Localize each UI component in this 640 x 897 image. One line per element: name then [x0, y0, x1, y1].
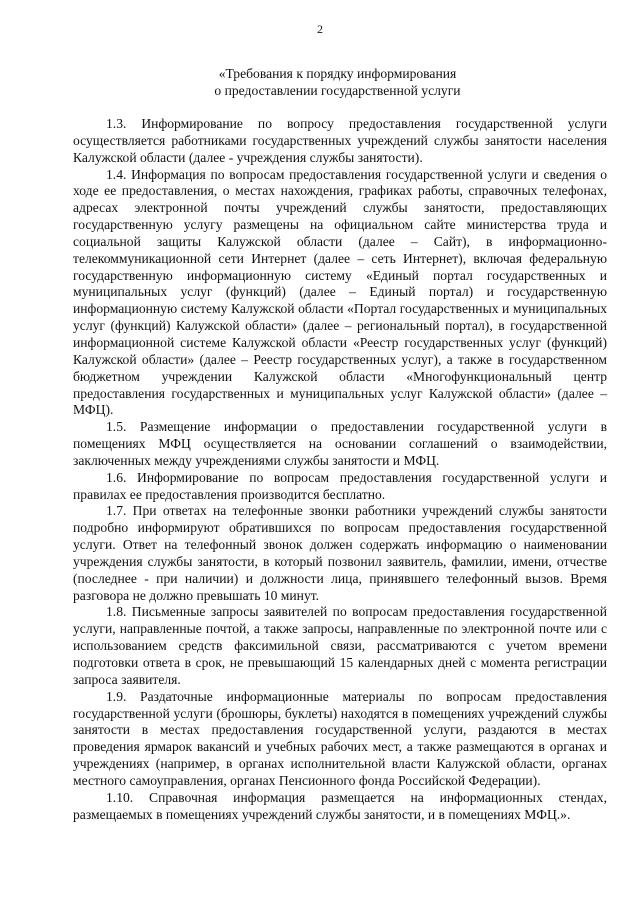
paragraph-1-6: 1.6. Информирование по вопросам предоставления государственной услуги и правилах ее предоставления производится бесплатно. [73, 469, 607, 502]
paragraph-1-7: 1.7. При ответах на телефонные звонки работники учреждений службы занятости подробно информируют обратившихся по вопросам предоставления государственной услуги. Ответ на телефонный звонок должен содержать информацию о наименовании учреждения службы занятости, в который позвонил заявитель, фамилии, имени, отчестве (последнее - при наличии) и должности лица, принявшего телефонный вызов. Время разговора не должно превышать 10 минут. [73, 503, 607, 603]
paragraph-1-5: 1.5. Размещение информации о предоставлении государственной услуги в помещениях МФЦ осуществляется на основании соглашений о взаимодействии, заключенных между учреждениями службы занятости и МФЦ. [73, 419, 607, 468]
paragraph-1-3: 1.3. Информирование по вопросу предоставления государственной услуги осуществляется работниками государственных учреждений службы занятости населения Калужской области (далее - учреждения службы занятости). [73, 116, 607, 165]
page-number: 2 [317, 22, 323, 36]
title-line-1: «Требования к порядку информирования [218, 66, 457, 81]
paragraph-1-8: 1.8. Письменные запросы заявителей по вопросам предоставления государственной услуги, направленные почтой, а также запросы, направленные по электронной почте или с использованием средств факсимильной связи, рассматриваются с учетом времени подготовки ответа в срок, не превышающий 15 календарных дней с момента регистрации запроса заявителя. [73, 604, 607, 687]
paragraph-1-4: 1.4. Информация по вопросам предоставления государственной услуги и сведения о ходе ее предоставления, о местах нахождения, графиках работы, справочных телефонах, адресах электронной почты учреждений службы занятости, предоставляющих государственную услугу размещены на официальном сайте министерства труда и социальной защиты Калужской области (далее – Сайт), в информационно-телекоммуникационной сети Интернет (далее – сеть Интернет), включая федеральную государственную информационную систему «Единый портал государственных и муниципальных услуг (функций) (далее – Единый портал) и государственную информационную систему Калужской области «Портал государственных и муниципальных услуг (функций) Калужской области» (далее – региональный портал), в государственной информационной системе Калужской области «Реестр государственных услуг (функций) Калужской области» (далее – Реестр государственных услуг), а также в государственном бюджетном учреждении Калужской области «Многофункциональный центр предоставления государственных и муниципальных услуг Калужской области» (далее – МФЦ). [73, 166, 607, 418]
paragraph-1-9: 1.9. Раздаточные информационные материалы по вопросам предоставления государственной услуги (брошюры, буклеты) находятся в помещениях учреждений службы занятости в местах предоставления государственной услуги, раздаются в местах проведения ярмарок вакансий и учебных рабочих мест, а также размещаются в органах и учреждениях (например, в органах исполнительной власти Калужской области, органах местного самоуправления, органах Пенсионного фонда Российской Федерации). [73, 688, 607, 788]
paragraph-1-10: 1.10. Справочная информация размещается на информационных стендах, размещаемых в помещениях учреждений службы занятости, и в помещениях МФЦ.». [73, 789, 607, 822]
document-title [70, 66, 605, 100]
document-body [73, 116, 607, 823]
title-line-2: о предоставлении государственной услуги [214, 82, 461, 98]
